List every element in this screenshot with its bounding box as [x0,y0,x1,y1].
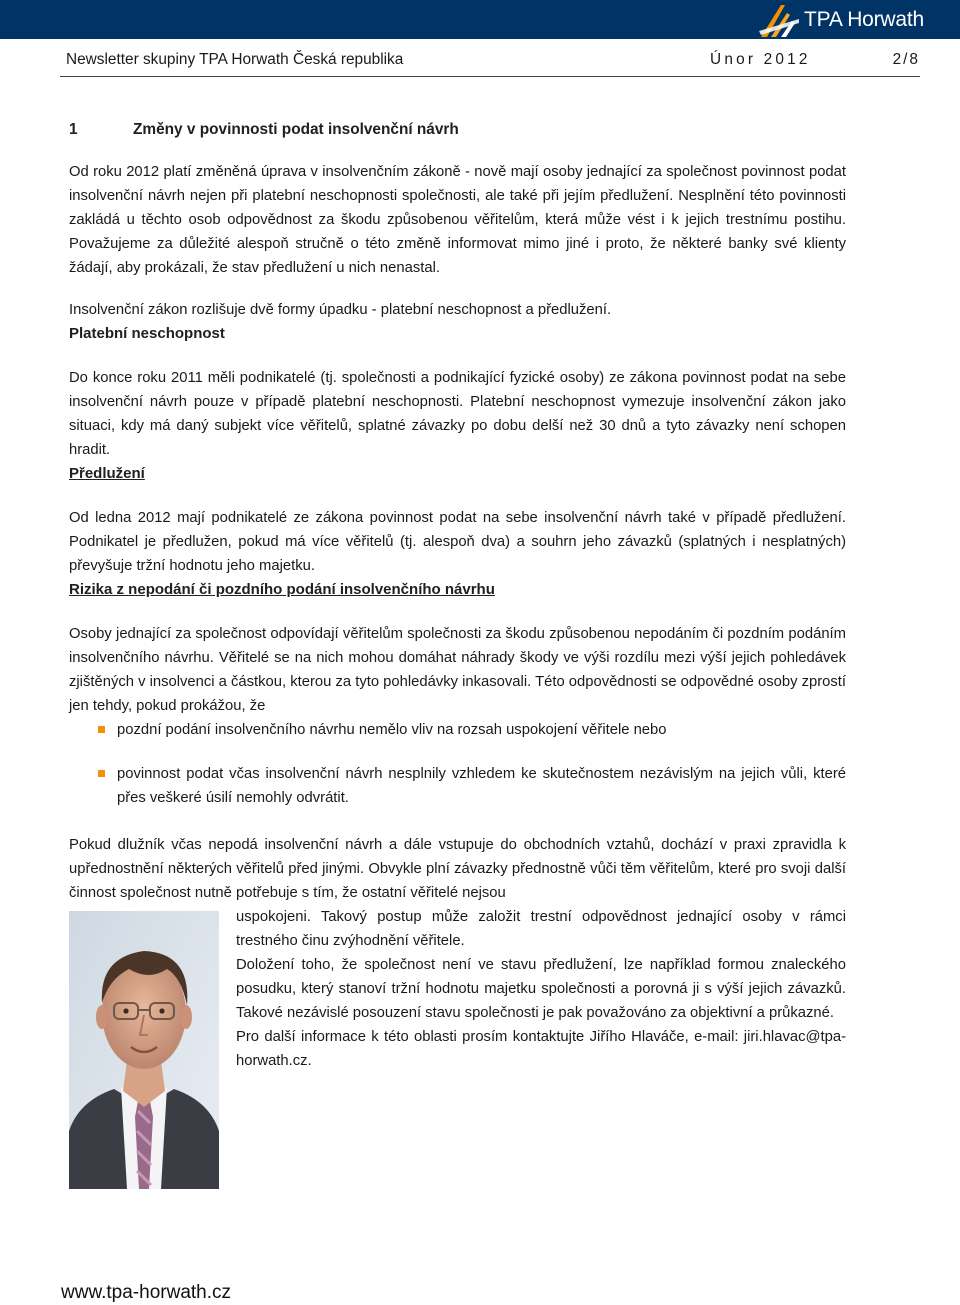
company-logo[interactable] [759,1,924,39]
page-number: 2/8 [892,51,920,68]
list-item-text: povinnost podat včas insolvenční návrh nesplnily vzhledem ke skutečnostem nezávislým na jejich vůli, které přes veškeré úsilí nemohly odvrátit. [117,766,846,806]
heading-risks: Rizika z nepodání či pozdního podání insolvenčního návrhu [69,581,495,598]
proof-paragraph: Doložení toho, že společnost není ve stavu předlužení, lze například formou znaleckého posudku, který stanoví tržní hodnotu majetku společnosti a porovná ji s výší jejich závazků. Takové nezávislé posouzení stavu společnosti je pak považováno za objektivní a průkazné. [236,957,846,1021]
debtor-text-bottom: uspokojeni. Takový postup může založit trestní odpovědnost jednající osoby v rámci trestného činu zvýhodnění věřitele. [236,909,846,949]
footer-website-link[interactable]: www.tpa-horwath.cz [61,1282,232,1303]
section-title: Změny v povinnosti podat insolvenční návrh [133,121,459,138]
debtor-block [69,833,846,1073]
heading-insolvency: Platební neschopnost [69,325,225,342]
brand-bar [0,0,960,39]
bullet-square-icon [98,726,105,733]
header-rule [60,76,920,77]
contact-paragraph: Pro další informace k této oblasti prosím kontaktujte Jiřího Hlaváče, e-mail: jiri.hlavac@tpa-horwath.cz. [236,1029,846,1069]
newsletter-title: Newsletter skupiny TPA Horwath Česká republika [66,51,404,68]
forms-paragraph: Insolvenční zákon rozlišuje dvě formy úpadku - platební neschopnost a předlužení. [69,302,612,318]
issue-date: Únor 2012 [710,51,811,68]
tpa-logo-icon [759,1,801,39]
risks-paragraph: Osoby jednající za společnost odpovídají věřitelům společnosti za škodu způsobenou nepodáním či pozdním podáním insolvenčního návrhu. Věřitelé se na nich mohou domáhat náhrady škody ve výši rozdílu mezi výší jejich pohledávek zjištěných v insolvenci a částkou, kterou za tyto pohledávky inkasovali. Této odpovědnosti se odpovědné osoby zprostí jen tehdy, pokud prokážou, že [69,626,847,714]
overindebtedness-paragraph: Od ledna 2012 mají podnikatelé ze zákona povinnost podat na sebe insolvenční návrh také v případě předlužení. Podnikatel je předlužen, pokud má více věřitelů (tj. alespoň dva) a souhrn jeho závazků (splatných i nesplatných) převyšuje tržní hodnotu jeho majetku. [69,510,846,574]
list-item-text: pozdní podání insolvenčního návrhu nemělo vliv na rozsah uspokojení věřitele nebo [117,722,667,738]
list-item [69,762,846,810]
article [69,118,846,1189]
conditions-list [69,718,846,810]
person-photo-icon [69,911,219,1189]
heading-overindebtedness: Předlužení [69,465,145,482]
section-heading [69,118,846,142]
debtor-text-top: Pokud dlužník včas nepodá insolvenční návrh a dále vstupuje do obchodních vztahů, dochází v praxi zpravidla k upřednostnění některých věřitelů před jinými. Obvykle plní závazky přednostně vůči těm věřitelům, které pro svoji další činnost společnost nutně potřebuje s tím, že ostatní věřitelé nejsou [69,837,846,901]
section-number: 1 [69,121,78,138]
bullet-square-icon [98,770,105,777]
author-portrait [69,911,219,1189]
running-header [66,51,920,73]
intro-paragraph: Od roku 2012 platí změněná úprava v insolvenčním zákoně - nově mají osoby jednající za společnost povinnost podat insolvenční návrh nejen při platební neschopnosti společnosti, ale také při jejím předlužení. Nesplnění této povinnosti zakládá u těchto osob odpovědnost za škodu způsobenou věřitelům, která může vést i k jejich trestnímu postihu. Považujeme za důležité alespoň stručně o této změně informovat mimo jiné i proto, že některé banky své klienty žádají, aby prokázali, že stav předlužení u nich nenastal. [69,164,846,276]
logo-wordmark: TPA Horwath [804,8,924,31]
insolvency-paragraph: Do konce roku 2011 měli podnikatelé (tj. společnosti a podnikající fyzické osoby) ze zákona povinnost podat na sebe insolvenční návrh pouze v případě platební neschopnosti. Platební neschopnost vymezuje insolvenční zákon jako situaci, kdy má daný subjekt více věřitelů, splatné závazky po dobu delší než 30 dnů a tyto závazky není schopen hradit. [69,370,846,458]
list-item [69,718,846,742]
debtor-paragraph-wrapped [69,833,846,1073]
debtor-paragraph-top [69,833,846,905]
